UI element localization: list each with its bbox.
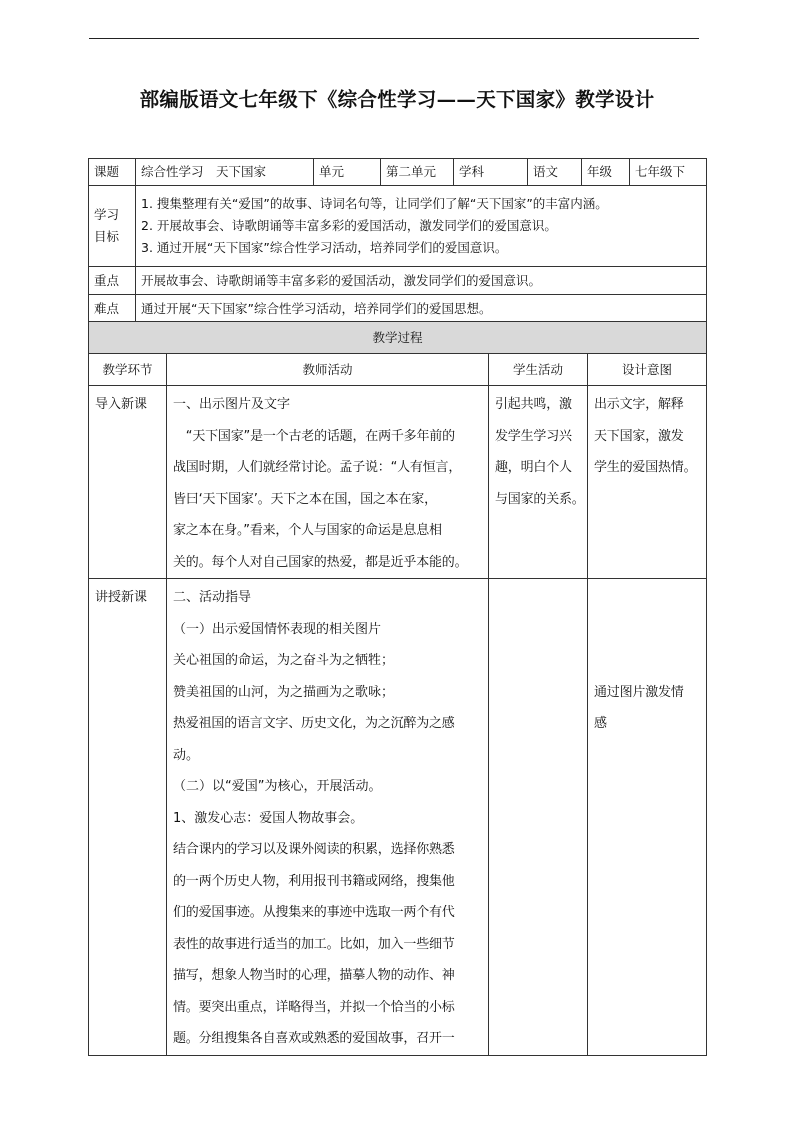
teacher-line: 家之本在身。”看来，个人与国家的命运是息息相 <box>173 523 442 538</box>
intent-line: 通过图片激发情 <box>594 684 684 700</box>
stage-cell <box>89 579 167 1056</box>
header-rule <box>89 38 699 39</box>
teacher-line: 二、活动指导 <box>173 590 252 605</box>
student-line: 引起共鸣，激 <box>495 397 572 412</box>
student-activity-cell <box>489 386 588 579</box>
goals-label-text: 学习目标 <box>94 207 120 244</box>
student-line: 与国家的关系。 <box>495 491 585 507</box>
goal-item: 2. 开展故事会、诗歌朗诵等丰富多彩的爱国活动，激发同学们的爱国意识。 <box>141 218 557 233</box>
teacher-line: 描写，想象人物当时的心理，描摹人物的动作、神 <box>173 968 455 983</box>
student-activity-cell <box>489 579 588 1056</box>
goal-item: 1. 搜集整理有关“爱国”的故事、诗词名句等，让同学们了解“天下国家”的丰富内涵。 <box>141 196 608 211</box>
teacher-line: 热爱祖国的语言文字、历史文化，为之沉醉为之感 <box>173 716 455 731</box>
teacher-line: 的一两个历史人物，利用报刊书籍或网络，搜集他 <box>173 873 455 889</box>
intent-line <box>594 645 700 677</box>
subject-label: 学科 <box>454 159 528 186</box>
grade-value: 七年级下 <box>630 159 707 186</box>
intent-line <box>594 614 700 646</box>
goal-item: 3. 通过开展“天下国家”综合性学习活动，培养同学们的爱国意识。 <box>141 240 508 255</box>
lesson-info-table <box>88 158 707 323</box>
goals-label <box>89 186 136 267</box>
teacher-line: 1、激发心志：爱国人物故事会。 <box>173 810 364 826</box>
column-header-intent: 设计意图 <box>588 354 707 386</box>
intent-line: 感 <box>594 716 608 731</box>
student-line: 发学生学习兴 <box>495 428 572 444</box>
teacher-line: 关的。每个人对自己国家的热爱，都是近乎本能的。 <box>173 554 468 570</box>
teacher-line: 们的爱国事迹。从搜集来的事迹中选取一两个有代 <box>173 905 455 920</box>
key-label: 重点 <box>89 267 136 295</box>
teacher-line: （一）出示爱国情怀表现的相关图片 <box>173 621 382 637</box>
teacher-line: 题。分组搜集各自喜欢或熟悉的爱国故事，召开一 <box>173 1031 455 1046</box>
unit-value: 第二单元 <box>381 159 454 186</box>
table-row <box>89 579 707 1056</box>
intent-line <box>594 582 700 614</box>
difficulty-value: 通过开展“天下国家”综合性学习活动，培养同学们的爱国思想。 <box>136 295 707 323</box>
unit-label: 单元 <box>314 159 381 186</box>
topic-value: 综合性学习 天下国家 <box>136 159 314 186</box>
teacher-activity-cell <box>167 386 489 579</box>
teacher-line: 关心祖国的命运，为之奋斗为之牺牲； <box>173 653 395 668</box>
teacher-line: 结合课内的学习以及课外阅读的积累，选择你熟悉 <box>173 842 455 857</box>
design-intent-cell <box>588 386 707 579</box>
column-header-teacher: 教师活动 <box>167 354 489 386</box>
teacher-line: 赞美祖国的山河，为之描画为之歌咏； <box>173 684 395 700</box>
document-title: 部编版语文七年级下《综合性学习——天下国家》教学设计 <box>139 88 655 111</box>
column-header-stage: 教学环节 <box>89 354 167 386</box>
table-row <box>89 386 707 579</box>
teacher-line: （二）以“爱国”为核心，开展活动。 <box>173 779 382 794</box>
key-value: 开展故事会、诗歌朗诵等丰富多彩的爱国活动，激发同学们的爱国意识。 <box>136 267 707 295</box>
teacher-line: 一、出示图片及文字 <box>173 397 291 412</box>
teacher-line: 动。 <box>173 747 200 763</box>
teacher-line: “天下国家”是一个古老的话题，在两千多年前的 <box>173 428 455 444</box>
stage-label: 讲授新课 <box>95 590 148 605</box>
difficulty-label: 难点 <box>89 295 136 323</box>
column-header-student: 学生活动 <box>489 354 588 386</box>
grade-label: 年级 <box>582 159 630 186</box>
teacher-line: 战国时期，人们就经常讨论。孟子说：“人有恒言， <box>173 460 462 475</box>
teaching-process-table <box>88 321 707 1056</box>
process-heading: 教学过程 <box>89 322 707 354</box>
topic-label: 课题 <box>89 159 136 186</box>
intent-line: 天下国家，激发 <box>594 428 684 444</box>
intent-line: 学生的爱国热情。 <box>594 460 697 475</box>
teacher-activity-cell <box>167 579 489 1056</box>
design-intent-cell <box>588 579 707 1056</box>
student-line: 趣，明白个人 <box>495 460 572 475</box>
stage-label: 导入新课 <box>95 397 148 412</box>
goals-list <box>136 186 707 267</box>
stage-cell <box>89 386 167 579</box>
teacher-line: 表性的故事进行适当的加工。比如，加入一些细节 <box>173 936 455 952</box>
teacher-line: 情。要突出重点，详略得当，并拟一个恰当的小标 <box>173 999 455 1015</box>
teacher-line: 皆曰‘天下国家’。天下之本在国，国之本在家， <box>173 491 437 507</box>
intent-line: 出示文字，解释 <box>594 397 684 412</box>
subject-value: 语文 <box>528 159 582 186</box>
